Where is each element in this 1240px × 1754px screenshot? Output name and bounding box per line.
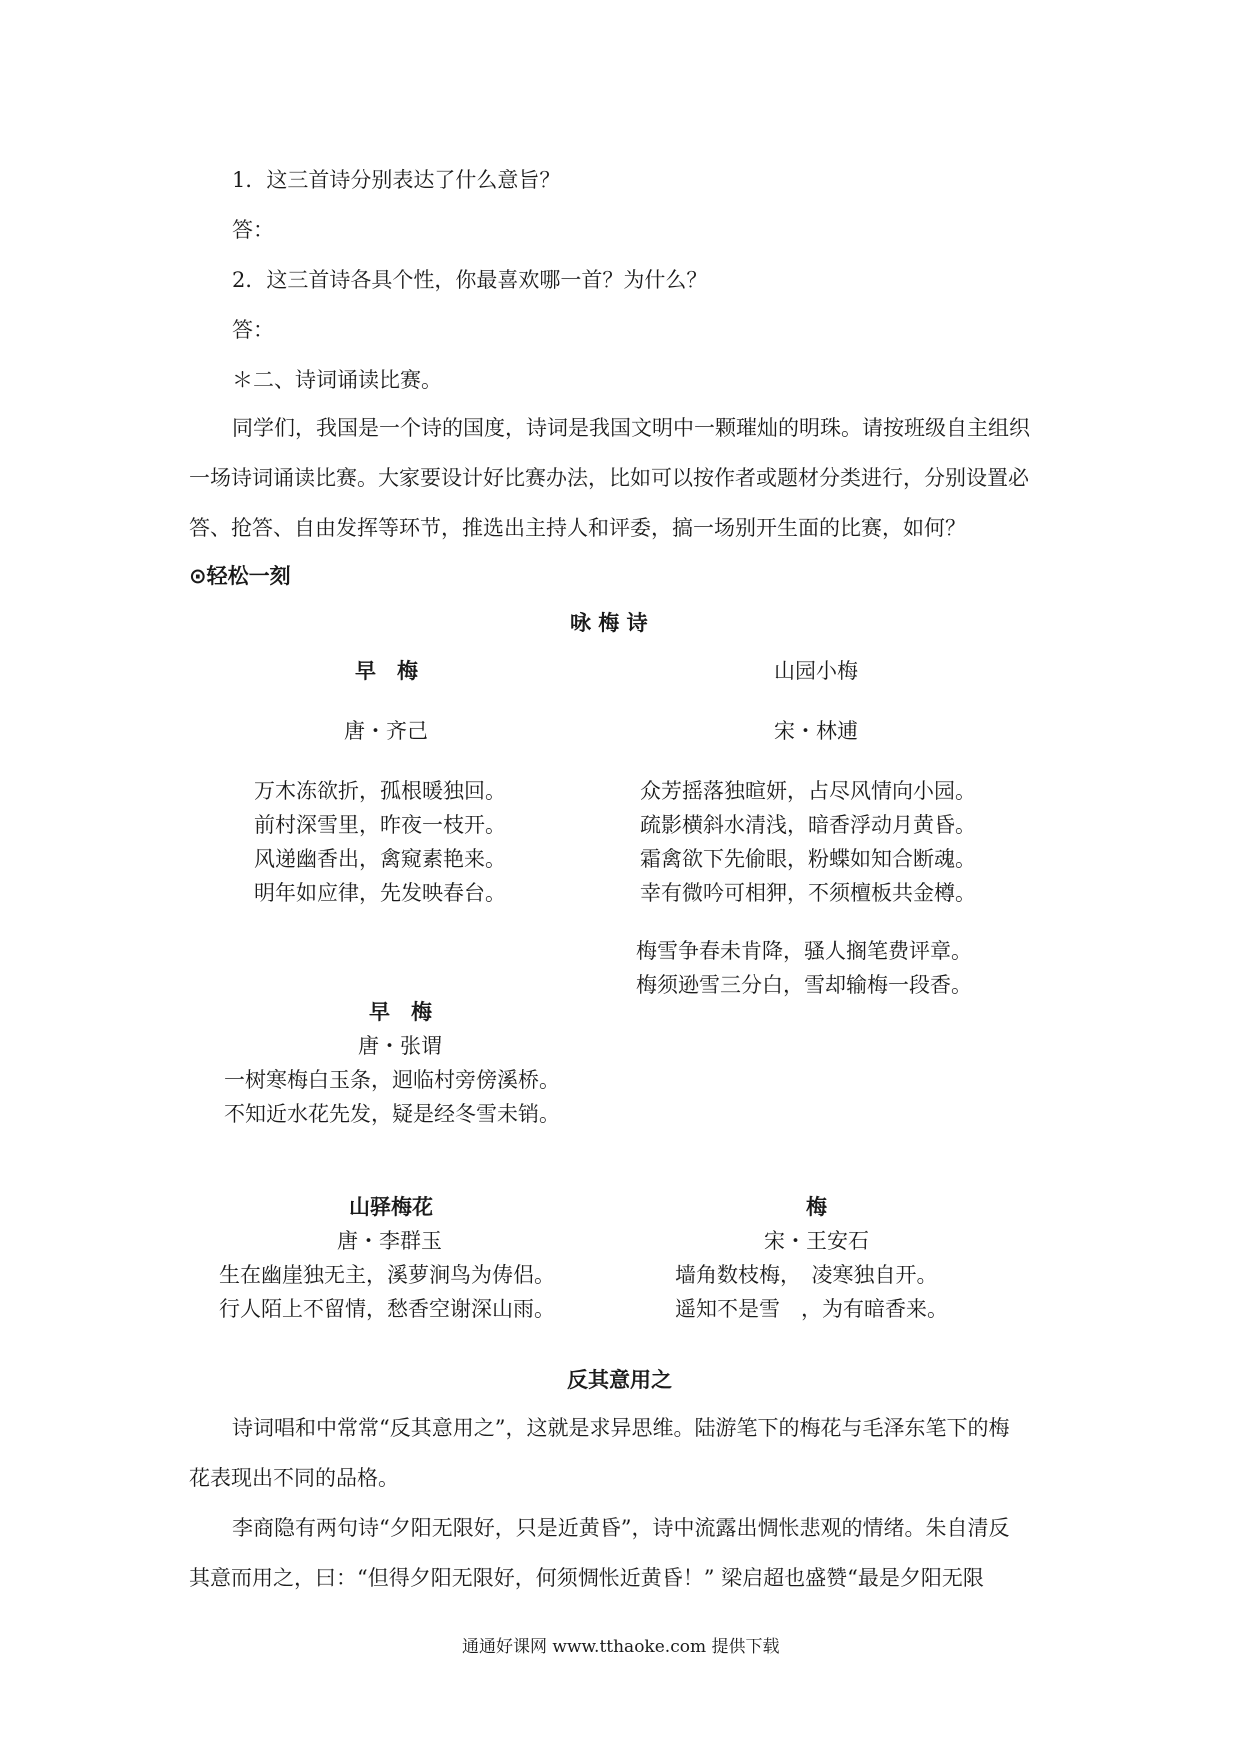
poem1-line: 明年如应律，先发映春台。	[254, 881, 506, 905]
section2-heading: ＊二、诗词诵读比赛。	[232, 368, 442, 392]
poem2-line: 疏影横斜水清浅，暗香浮动月黄昏。	[640, 813, 976, 837]
poem2-line: 众芳摇落独暄妍，占尽风情向小园。	[640, 779, 976, 803]
poem4-line: 行人陌上不留情，愁香空谢深山雨。	[219, 1297, 555, 1321]
poem1-line: 万木冻欲折，孤根暖独回。	[254, 779, 506, 803]
question-2: 2．这三首诗各具个性，你最喜欢哪一首？为什么？	[232, 268, 708, 292]
section2-paragraph-line2: 一场诗词诵读比赛。大家要设计好比赛办法，比如可以按作者或题材分类进行，分别设置必	[189, 466, 1029, 490]
poem1-line: 风递幽香出，禽窥素艳来。	[254, 847, 506, 871]
poem2-author: 宋・林逋	[774, 719, 858, 743]
section2-paragraph-line3: 答、抢答、自由发挥等环节，推选出主持人和评委，搞一场别开生面的比赛，如何？	[189, 516, 966, 540]
essay-paragraph1-line1: 诗词唱和中常常“反其意用之”，这就是求异思维。陆游笔下的梅花与毛泽东笔下的梅	[232, 1416, 1010, 1440]
poem5-title: 梅	[806, 1195, 827, 1219]
poem5-line: 墙角数枝梅， 凌寒独自开。	[675, 1263, 938, 1287]
footer-text: 通通好课网 www.tthaoke.com 提供下载	[462, 1637, 780, 1657]
poem2-extra-line: 梅雪争春未肯降，骚人搁笔费评章。	[636, 939, 972, 963]
poem2-line: 幸有微吟可相狎，不须檀板共金樽。	[640, 881, 976, 905]
poem4-line: 生在幽崖独无主，溪萝涧鸟为俦侣。	[219, 1263, 555, 1287]
essay-title: 反其意用之	[567, 1368, 672, 1392]
poem3-line: 不知近水花先发，疑是经冬雪未销。	[224, 1102, 560, 1126]
poem3-title: 早 梅	[369, 1000, 432, 1024]
poem1-line: 前村深雪里，昨夜一枝开。	[254, 813, 506, 837]
essay-paragraph2-line1: 李商隐有两句诗“夕阳无限好，只是近黄昏”，诗中流露出惆怅悲观的情绪。朱自清反	[232, 1516, 1010, 1540]
poem3-author: 唐・张谓	[358, 1034, 442, 1058]
poem3-line: 一树寒梅白玉条，迥临村旁傍溪桥。	[224, 1068, 560, 1092]
answer-2-label: 答：	[232, 318, 274, 342]
essay-paragraph2-line2: 其意而用之，曰：“但得夕阳无限好，何须惆怅近黄昏！” 梁启超也盛赞“最是夕阳无限	[189, 1566, 984, 1590]
relax-label: ⊙轻松一刻	[189, 564, 291, 588]
poem1-title: 早 梅	[355, 659, 418, 683]
essay-paragraph1-line2: 花表现出不同的品格。	[189, 1466, 399, 1490]
poem2-line: 霜禽欲下先偷眼，粉蝶如知合断魂。	[640, 847, 976, 871]
relax-title: 咏 梅 诗	[570, 611, 648, 635]
poem2-title: 山园小梅	[774, 659, 858, 683]
poem4-author: 唐・李群玉	[337, 1229, 442, 1253]
question-1: 1．这三首诗分别表达了什么意旨？	[232, 168, 561, 192]
poem5-line: 遥知不是雪 ，为有暗香来。	[675, 1297, 948, 1321]
poem1-author: 唐・齐己	[344, 719, 428, 743]
poem5-author: 宋・王安石	[764, 1229, 869, 1253]
answer-1-label: 答：	[232, 218, 274, 242]
poem4-title: 山驿梅花	[349, 1195, 433, 1219]
section2-paragraph-line1: 同学们，我国是一个诗的国度，诗词是我国文明中一颗璀灿的明珠。请按班级自主组织	[232, 416, 1030, 440]
poem2-extra-line: 梅须逊雪三分白，雪却输梅一段香。	[636, 973, 972, 997]
